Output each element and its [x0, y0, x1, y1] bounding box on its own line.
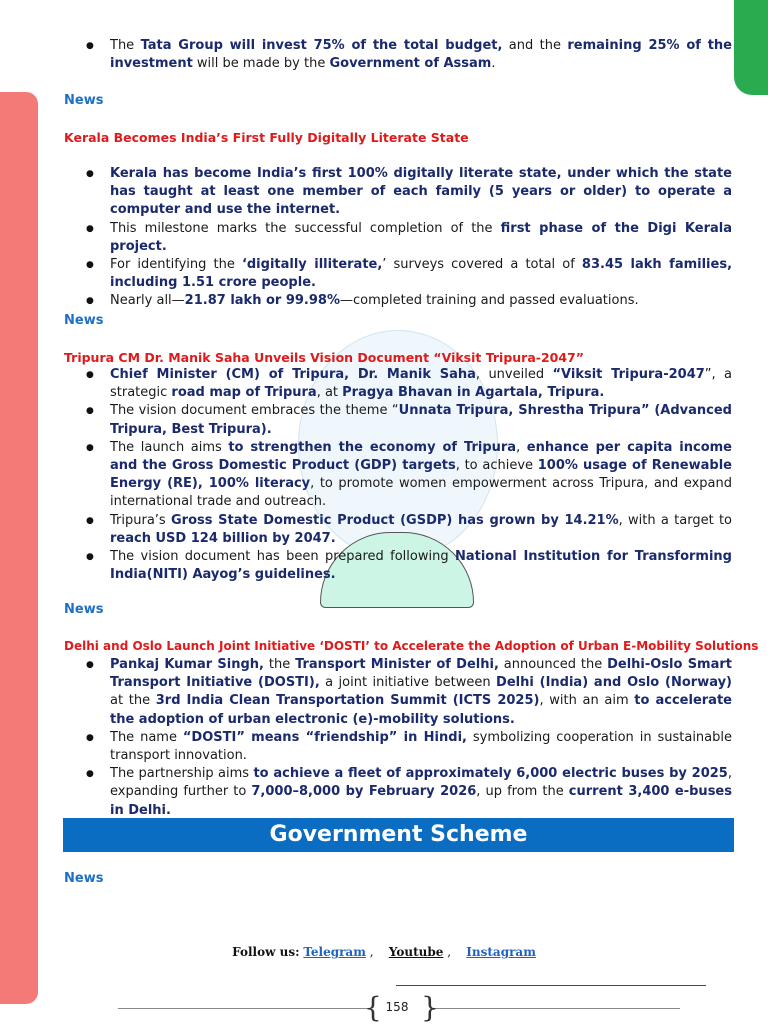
- tripura-bullets: [64, 366, 732, 584]
- corner-tab: [734, 0, 768, 95]
- list-item: ● Kerala has become India’s first 100% digitally literate state, under which the state has taught at least one member of each family (5 years or older) to operate a computer and use the internet.: [64, 165, 732, 220]
- list-item: ● The name “DOSTI” means “friendship” in Hindi, symbolizing cooperation in sustainable transport innovation.: [64, 729, 732, 765]
- list-item: ● This milestone marks the successful completion of the first phase of the Digi Kerala project.: [64, 220, 732, 256]
- left-decorative-bar: [0, 92, 38, 1004]
- youtube-link[interactable]: Youtube: [388, 945, 444, 959]
- kerala-bullets: [64, 165, 732, 311]
- list-item: ● The Tata Group will invest 75% of the total budget, and the remaining 25% of the investment will be made by the Government of Assam.: [64, 37, 732, 73]
- telegram-link[interactable]: Telegram: [303, 945, 366, 959]
- headline-delhi: Delhi and Oslo Launch Joint Initiative ‘DOSTI’ to Accelerate the Adoption of Urban E-Mobility Solutions: [64, 639, 759, 653]
- list-item: ● The launch aims to strengthen the economy of Tripura, enhance per capita income and the Gross Domestic Product (GDP) targets, to achieve 100% usage of Renewable Energy (RE), 100% literacy, to promote women empowerment across Tripura, and expand international trade and outreach.: [64, 439, 732, 512]
- follow-us-bar: [0, 945, 768, 959]
- list-item: ● Nearly all—21.87 lakh or 99.98%—completed training and passed evaluations.: [64, 292, 732, 310]
- news-label: News: [64, 313, 104, 328]
- headline-kerala: Kerala Becomes India’s First Fully Digitally Literate State: [64, 130, 469, 145]
- list-item: ● The partnership aims to achieve a fleet of approximately 6,000 electric buses by 2025, expanding further to 7,000–8,000 by February 2026, up from the current 3,400 e-buses in Delhi.: [64, 765, 732, 820]
- follow-label: Follow us:: [232, 945, 300, 959]
- assam-bullets: [64, 37, 732, 73]
- instagram-link[interactable]: Instagram: [466, 945, 536, 959]
- brace-close-icon: }: [421, 991, 439, 1024]
- news-label: News: [64, 871, 104, 886]
- page-number: 158: [385, 1000, 409, 1014]
- footer-line-right: [430, 1008, 680, 1009]
- list-item: ● The vision document has been prepared following National Institution for Transforming India(NITI) Aayog’s guidelines.: [64, 548, 732, 584]
- news-label: News: [64, 602, 104, 617]
- list-item: ● Pankaj Kumar Singh, the Transport Minister of Delhi, announced the Delhi-Oslo Smart Transport Initiative (DOSTI), a joint initiative between Delhi (India) and Oslo (Norway) at the 3rd India Clean Transportation Summit (ICTS 2025), with an aim to accelerate the adoption of urban electronic (e)-mobility solutions.: [64, 656, 732, 729]
- headline-tripura: Tripura CM Dr. Manik Saha Unveils Vision Document “Viksit Tripura-2047”: [64, 350, 584, 365]
- footer-line-left: [118, 1008, 368, 1009]
- section-banner: Government Scheme: [63, 818, 734, 852]
- list-item: ● Tripura’s Gross State Domestic Product (GSDP) has grown by 14.21%, with a target to reach USD 124 billion by 2047.: [64, 512, 732, 548]
- list-item: ● The vision document embraces the theme “Unnata Tripura, Shrestha Tripura” (Advanced Tripura, Best Tripura).: [64, 402, 732, 438]
- footer-rule: [396, 985, 706, 986]
- separator: ,: [369, 945, 374, 959]
- separator: ,: [447, 945, 452, 959]
- news-label: News: [64, 93, 104, 108]
- delhi-bullets: [64, 656, 732, 820]
- brace-open-icon: {: [364, 991, 382, 1024]
- list-item: ● Chief Minister (CM) of Tripura, Dr. Manik Saha, unveiled “Viksit Tripura-2047”, a strategic road map of Tripura, at Pragya Bhavan in Agartala, Tripura.: [64, 366, 732, 402]
- list-item: ● For identifying the ‘digitally illiterate,’ surveys covered a total of 83.45 lakh families, including 1.51 crore people.: [64, 256, 732, 292]
